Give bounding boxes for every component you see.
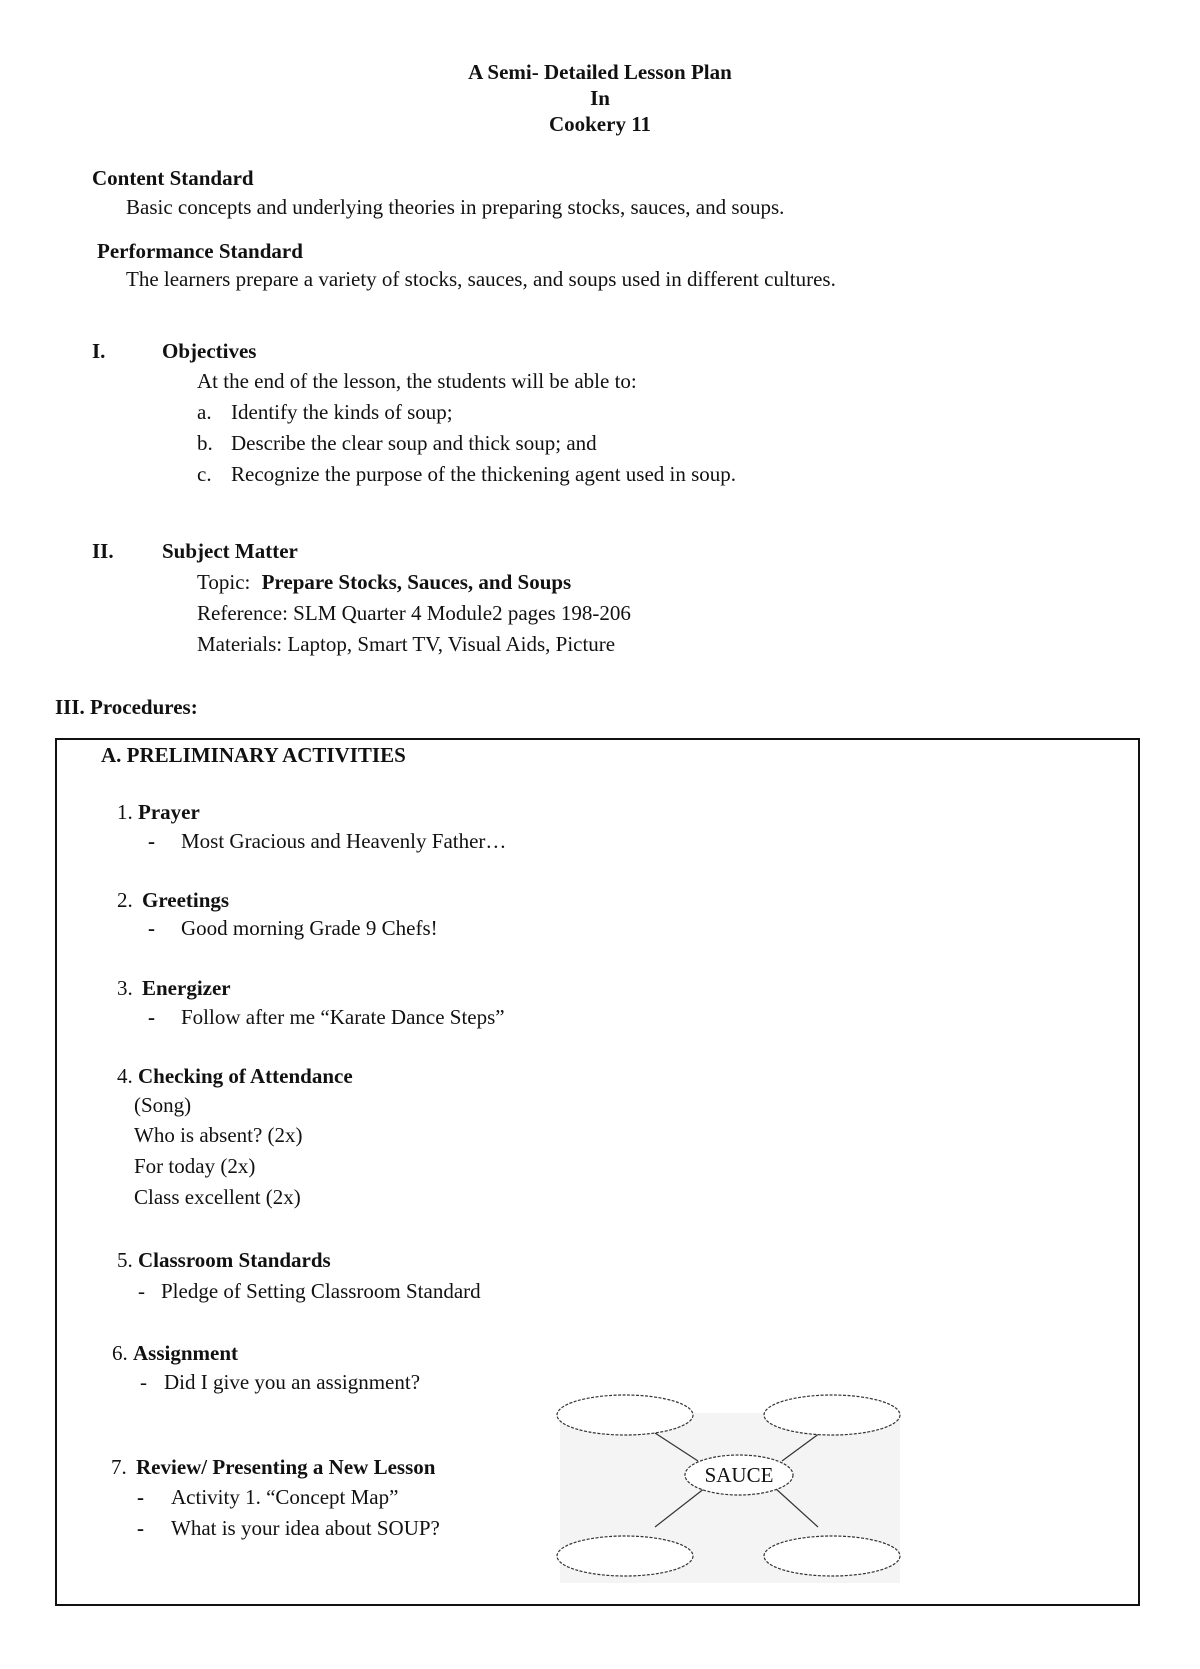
item-5-heading [117,1250,331,1271]
item-3-bullet: - [148,1005,155,1029]
item-3-number: 3. [117,976,133,1000]
oval-top-left [557,1395,693,1435]
item-1-number: 1. [117,800,133,824]
subject-matter-heading: Subject Matter [162,539,298,563]
item-5-bullet: - [138,1279,145,1303]
title-line-2: In [590,86,610,110]
objective-c-text: Recognize the purpose of the thickening agent used in soup. [231,462,737,486]
performance-standard-heading: Performance Standard [97,239,303,263]
item-5-title: Classroom Standards [138,1248,331,1272]
item-6-title: Assignment [133,1341,239,1365]
item-2-bullet: - [148,916,155,940]
content-standard-heading: Content Standard [92,166,254,190]
item-3-heading [117,978,231,999]
title-line-3: Cookery 11 [548,112,652,136]
content-standard-text: Basic concepts and underlying theories in preparing stocks, sauces, and soups. [126,195,785,219]
objective-c-marker: c. [197,462,212,486]
item-6-number: 6. [112,1341,128,1365]
item-7-bullet-1: - [137,1485,144,1509]
item-7-title: Review/ Presenting a New Lesson [136,1455,436,1479]
oval-top-right [764,1395,900,1435]
item-6-heading [112,1343,238,1364]
objective-b-text: Describe the clear soup and thick soup; and [231,431,597,455]
item-4-line-2: Who is absent? (2x) [134,1123,303,1147]
item-6-bullet: - [140,1370,147,1394]
performance-standard-text: The learners prepare a variety of stocks, sauces, and soups used in different cultures. [126,267,836,291]
item-5-line: Pledge of Setting Classroom Standard [161,1279,481,1303]
oval-bottom-left [557,1536,693,1576]
item-1-heading [117,802,200,823]
item-6-line: Did I give you an assignment? [164,1370,421,1394]
title-line-1: A Semi- Detailed Lesson Plan [468,60,732,84]
item-2-number: 2. [117,888,133,912]
reference-line: Reference: SLM Quarter 4 Module2 pages 198-206 [197,601,631,625]
item-5-number: 5. [117,1248,133,1272]
objective-b-marker: b. [197,431,213,455]
materials-line: Materials: Laptop, Smart TV, Visual Aids, Picture [197,632,616,656]
item-4-number: 4. [117,1064,133,1088]
item-7-bullet-2: - [137,1516,144,1540]
procedures-heading: III. Procedures: [55,695,198,719]
item-2-title: Greetings [142,888,230,912]
item-1-line: Most Gracious and Heavenly Father… [181,829,507,853]
item-4-line-4: Class excellent (2x) [134,1185,301,1209]
center-label: SAUCE [704,1463,774,1487]
objectives-intro: At the end of the lesson, the students will be able to: [197,369,637,393]
oval-bottom-right [764,1536,900,1576]
item-7-heading [111,1457,435,1478]
item-4-line-3: For today (2x) [134,1154,256,1178]
subject-matter-numeral: II. [92,539,114,563]
item-3-title: Energizer [142,976,231,1000]
concept-map-diagram [550,1375,910,1595]
objective-a-text: Identify the kinds of soup; [231,400,453,424]
topic-line [197,572,571,593]
item-4-title: Checking of Attendance [138,1064,353,1088]
item-1-bullet: - [148,829,155,853]
item-1-title: Prayer [138,800,200,824]
section-a-heading: A. PRELIMINARY ACTIVITIES [101,743,406,767]
objectives-heading: Objectives [162,339,257,363]
item-7-number: 7. [111,1455,127,1479]
objectives-numeral: I. [92,339,106,363]
item-7-line-2: What is your idea about SOUP? [171,1516,440,1540]
item-2-heading [117,890,229,911]
item-2-line: Good morning Grade 9 Chefs! [181,916,438,940]
item-4-heading [117,1066,353,1087]
item-3-line: Follow after me “Karate Dance Steps” [181,1005,505,1029]
topic-label: Topic: [197,570,251,594]
objective-a-marker: a. [197,400,212,424]
item-7-line-1: Activity 1. “Concept Map” [171,1485,399,1509]
item-4-line-1: (Song) [134,1093,192,1117]
topic-value: Prepare Stocks, Sauces, and Soups [261,570,572,594]
